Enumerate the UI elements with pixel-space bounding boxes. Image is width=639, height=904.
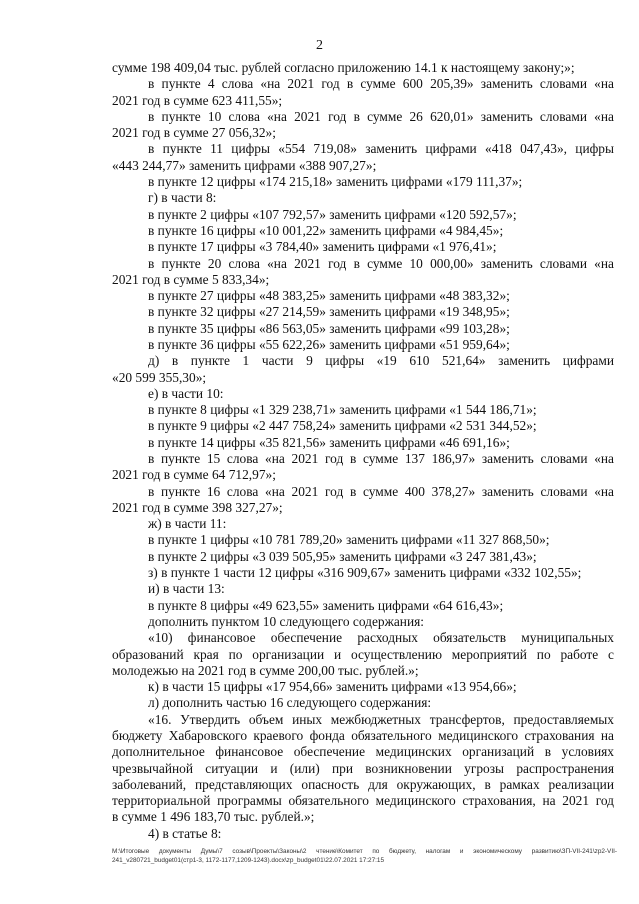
text-line: в пункте 2 цифры «107 792,57» заменить цифрами «120 592,57»; [148, 206, 517, 222]
text-line: «443 244,77» заменить цифрами «388 907,27»; [112, 157, 377, 173]
text-line: ж) в части 11: [148, 516, 227, 532]
text-line: и) в части 13: [148, 581, 225, 597]
text-line: бюджету Хабаровского краевого фонда обязательного медицинского страхования на [112, 727, 614, 743]
text-line: в сумме 1 496 183,70 тыс. рублей.»; [112, 809, 315, 825]
text-line: в пункте 32 цифры «27 214,59» заменить цифрами «19 348,95»; [148, 304, 510, 320]
text-line: заболеваний, представляющих опасность для окружающих, в рамках реализации [112, 776, 614, 792]
text-line: в пункте 2 цифры «3 039 505,95» заменить цифрами «3 247 381,43»; [148, 548, 537, 564]
text-line: в пункте 4 слова «на 2021 год в сумме 600 205,39» заменить словами «на [148, 76, 614, 92]
text-line: сумме 198 409,04 тыс. рублей согласно приложению 14.1 к настоящему закону;»; [112, 60, 575, 75]
text-line: в пункте 20 слова «на 2021 год в сумме 10 000,00» заменить словами «на [148, 255, 614, 271]
text-line: в пункте 14 цифры «35 821,56» заменить цифрами «46 691,16»; [148, 434, 510, 450]
text-line: образований края по организации и осуществлению мероприятий по работе с [112, 646, 614, 662]
text-line: в пункте 27 цифры «48 383,25» заменить цифрами «48 383,32»; [148, 288, 510, 304]
text-line: в пункте 16 слова «на 2021 год в сумме 400 378,27» заменить словами «на [148, 483, 614, 499]
page-number: 2 [316, 38, 323, 53]
text-line: 2021 год в сумме 27 056,32»; [112, 125, 276, 141]
text-line: г) в части 8: [148, 190, 217, 206]
text-line: д) в пункте 1 части 9 цифры «19 610 521,64» заменить цифрами [148, 353, 614, 369]
text-line: з) в пункте 1 части 12 цифры «316 909,67» заменить цифрами «332 102,55»; [148, 565, 582, 581]
text-line: л) дополнить частью 16 следующего содержания: [148, 695, 432, 711]
text-line: е) в части 10: [148, 385, 224, 401]
text-line: в пункте 35 цифры «86 563,05» заменить цифрами «99 103,28»; [148, 320, 510, 336]
text-line: «20 599 355,30»; [112, 369, 207, 385]
text-line: в пункте 17 цифры «3 784,40» заменить цифрами «1 976,41»; [148, 239, 497, 255]
text-line: 4) в статье 8: [148, 825, 222, 841]
text-line: 2021 год в сумме 5 833,34»; [112, 271, 270, 287]
text-line: 2021 год в сумме 398 327,27»; [112, 499, 283, 515]
text-line: в пункте 8 цифры «49 623,55» заменить цифрами «64 616,43»; [148, 597, 504, 613]
file-path-footer: M:\Итоговые документы Думы\7 созыв\Проекты\Законы\2 чтение\Комитет по бюджету, налогам и экономическому развитию\ЗП-VII-241\zp2-VII- [112, 848, 617, 855]
text-line: в пункте 11 цифры «554 719,08» заменить цифрами «418 047,43», цифры [148, 141, 614, 157]
text-line: в пункте 15 слова «на 2021 год в сумме 137 186,97» заменить словами «на [148, 451, 614, 466]
text-line: дополнить пунктом 10 следующего содержания: [148, 613, 425, 629]
text-line: «16. Утвердить объем иных межбюджетных трансфертов, предоставляемых [148, 711, 614, 727]
text-line: в пункте 10 слова «на 2021 год в сумме 26 620,01» заменить словами «на [148, 108, 614, 124]
text-line: в пункте 9 цифры «2 447 758,24» заменить цифрами «2 531 344,52»; [148, 418, 537, 434]
text-line: чрезвычайной ситуации и (или) при возникновении угрозы распространения [112, 760, 614, 776]
text-line: молодежью на 2021 год в сумме 200,00 тыс. рублей.»; [112, 662, 419, 678]
text-line: к) в части 15 цифры «17 954,66» заменить цифрами «13 954,66»; [148, 679, 517, 695]
text-line: в пункте 16 цифры «10 001,22» заменить цифрами «4 984,45»; [148, 222, 504, 238]
text-line: «10) финансовое обеспечение расходных обязательств муниципальных [148, 630, 614, 646]
text-line: 2021 год в сумме 623 411,55»; [112, 92, 283, 108]
text-line: в пункте 12 цифры «174 215,18» заменить цифрами «179 111,37»; [148, 174, 523, 190]
text-line: в пункте 8 цифры «1 329 238,71» заменить цифрами «1 544 186,71»; [148, 402, 537, 418]
text-line: в пункте 36 цифры «55 622,26» заменить цифрами «51 959,64»; [148, 336, 510, 352]
text-line: территориальной программы обязательного медицинского страхования, на 2021 год [112, 793, 614, 809]
text-line: 2021 год в сумме 64 712,97»; [112, 467, 276, 483]
file-path-footer: 241_v280721_budget01(стр1-3, 1172-1177,1209-1243).docx\zp_budget01\22.07.2021 17:27:15 [112, 857, 385, 864]
text-line: дополнительное финансовое обеспечение медицинских организаций в условиях [112, 744, 614, 760]
text-line: в пункте 1 цифры «10 781 789,20» заменить цифрами «11 327 868,50»; [148, 532, 550, 548]
